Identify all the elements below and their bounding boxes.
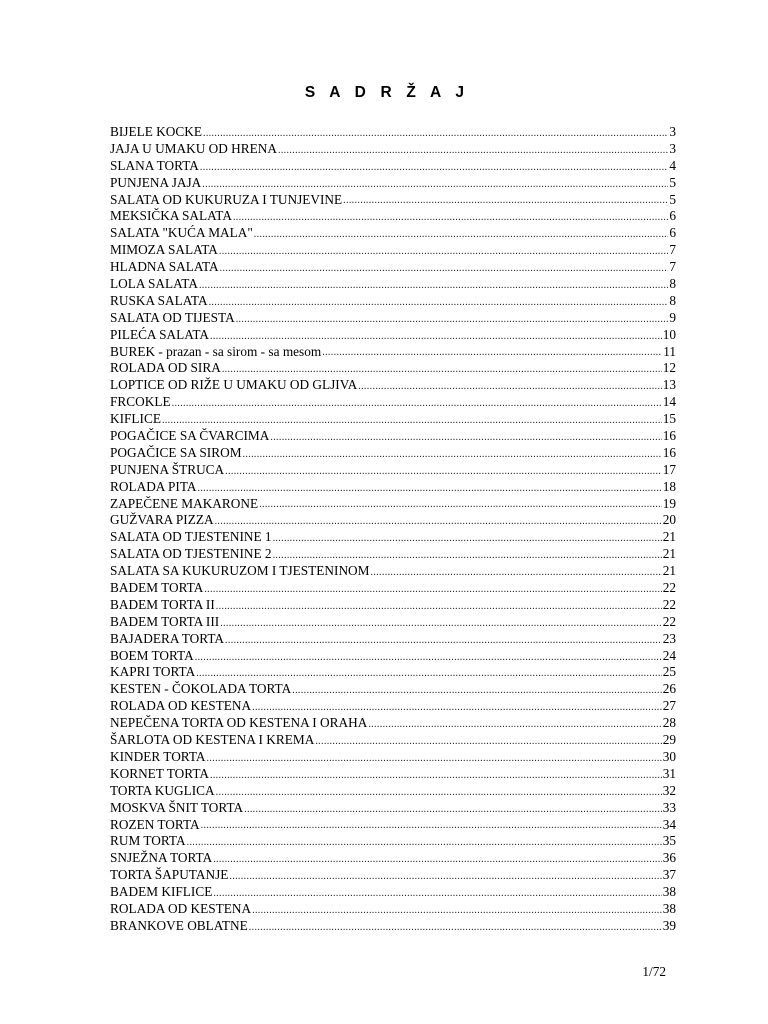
- toc-entry-page-number: 18: [662, 478, 676, 494]
- toc-entry-page-number: 16: [662, 444, 676, 460]
- toc-entry-title: SNJEŽNA TORTA: [110, 850, 213, 866]
- toc-entry[interactable]: [110, 225, 676, 242]
- toc-entry-title: BADEM KIFLICE: [110, 884, 213, 900]
- toc-entry[interactable]: [110, 783, 676, 800]
- toc-entry[interactable]: [110, 124, 676, 141]
- toc-entry[interactable]: [110, 546, 676, 563]
- toc-entry-page-number: 14: [662, 394, 676, 410]
- toc-entry-page-number: 38: [662, 884, 676, 900]
- toc-entry-title: PUNJENA ŠTRUCA: [110, 461, 225, 477]
- dot-leader: [358, 380, 661, 394]
- page-title: S A D R Ž A J: [304, 84, 470, 101]
- dot-leader: [199, 279, 668, 293]
- dot-leader: [213, 853, 662, 867]
- toc-entry[interactable]: [110, 732, 676, 749]
- toc-entry-page-number: 5: [669, 174, 676, 190]
- dot-leader: [162, 414, 662, 428]
- toc-entry[interactable]: [110, 276, 676, 293]
- toc-entry-page-number: 31: [662, 765, 676, 781]
- toc-entry[interactable]: [110, 715, 676, 732]
- toc-entry[interactable]: [110, 766, 676, 783]
- dot-leader: [225, 465, 662, 479]
- toc-entry-page-number: 22: [662, 580, 676, 596]
- toc-entry-title: JAJA U UMAKU OD HRENA: [110, 140, 277, 156]
- dot-leader: [213, 887, 661, 901]
- dot-leader: [273, 549, 662, 563]
- toc-entry-title: LOPTICE OD RIŽE U UMAKU OD GLJIVA: [110, 377, 358, 393]
- toc-entry-title: RUSKA SALATA: [110, 292, 208, 308]
- dot-leader: [249, 921, 662, 935]
- toc-entry[interactable]: [110, 901, 676, 918]
- toc-entry-page-number: 32: [662, 782, 676, 798]
- toc-entry-title: BADEM TORTA: [110, 580, 204, 596]
- toc-entry-title: MEKSIČKA SALATA: [110, 208, 232, 224]
- toc-entry-title: ROZEN TORTA: [110, 816, 200, 832]
- toc-entry[interactable]: [110, 749, 676, 766]
- dot-leader: [236, 313, 669, 327]
- toc-entry-title: SALATA OD TJESTENINE 2: [110, 546, 272, 562]
- toc-entry[interactable]: [110, 411, 676, 428]
- toc-entry-title: BOEM TORTA: [110, 647, 194, 663]
- toc-entry-page-number: 4: [669, 157, 676, 173]
- dot-leader: [343, 194, 668, 208]
- toc-entry-page-number: 11: [663, 343, 676, 359]
- toc-entry[interactable]: [110, 614, 676, 631]
- toc-entry-title: RUM TORTA: [110, 833, 186, 849]
- dot-leader: [233, 211, 668, 225]
- toc-entry-title: ROLADA PITA: [110, 478, 197, 494]
- toc-entry-title: SALATA OD TJESTENINE 1: [110, 529, 272, 545]
- toc-entry-page-number: 10: [662, 326, 676, 342]
- toc-entry[interactable]: [110, 597, 676, 614]
- toc-entry-page-number: 15: [662, 411, 676, 427]
- toc-entry-page-number: 6: [669, 208, 676, 224]
- toc-entry-title: SALATA OD TIJESTA: [110, 309, 235, 325]
- toc-entry-page-number: 13: [662, 377, 676, 393]
- toc-entry-title: SLANA TORTA: [110, 157, 199, 173]
- toc-entry[interactable]: [110, 631, 676, 648]
- toc-entry-page-number: 21: [662, 529, 676, 545]
- toc-entry[interactable]: [110, 242, 676, 259]
- toc-entry[interactable]: [110, 918, 676, 935]
- toc-entry-page-number: 21: [662, 546, 676, 562]
- dot-leader: [210, 769, 662, 783]
- toc-entry-page-number: 35: [662, 833, 676, 849]
- toc-entry-title: FRCOKLE: [110, 394, 171, 410]
- toc-entry-page-number: 16: [662, 428, 676, 444]
- toc-entry-title: GUŽVARA PIZZA: [110, 512, 214, 528]
- toc-entry-title: NEPEČENA TORTA OD KESTENA I ORAHA: [110, 715, 368, 731]
- dot-leader: [172, 397, 662, 411]
- toc-entry[interactable]: [110, 360, 676, 377]
- toc-entry-page-number: 27: [662, 698, 676, 714]
- toc-entry-title: BAJADERA TORTA: [110, 630, 225, 646]
- toc-entry[interactable]: [110, 563, 676, 580]
- toc-entry-page-number: 29: [662, 732, 676, 748]
- toc-entry-page-number: 5: [669, 191, 676, 207]
- toc-entry[interactable]: [110, 833, 676, 850]
- toc-entry[interactable]: [110, 884, 676, 901]
- toc-entry-title: BRANKOVE OBLATNE: [110, 917, 248, 933]
- dot-leader: [200, 161, 668, 175]
- dot-leader: [204, 583, 661, 597]
- toc-entry-title: SALATA SA KUKURUZOM I TJESTENINOM: [110, 563, 370, 579]
- toc-entry[interactable]: [110, 175, 676, 192]
- toc-entry-page-number: 9: [669, 309, 676, 325]
- toc-entry-title: PUNJENA JAJA: [110, 174, 202, 190]
- toc-entry[interactable]: [110, 141, 676, 158]
- dot-leader: [368, 718, 661, 732]
- dot-leader: [252, 701, 662, 715]
- toc-entry[interactable]: [110, 344, 676, 361]
- toc-entry[interactable]: [110, 665, 676, 682]
- dot-leader: [202, 178, 668, 192]
- toc-entry-title: ROLADA OD KESTENA: [110, 900, 252, 916]
- toc-entry-title: MIMOZA SALATA: [110, 242, 218, 258]
- toc-entry[interactable]: [110, 293, 676, 310]
- toc-entry[interactable]: [110, 445, 676, 462]
- dot-leader: [252, 904, 662, 918]
- toc-entry[interactable]: [110, 698, 676, 715]
- dot-leader: [187, 836, 662, 850]
- dot-leader: [215, 515, 662, 529]
- page-number: 1/72: [642, 964, 666, 979]
- toc-entry-page-number: 8: [669, 292, 676, 308]
- toc-entry-page-number: 34: [662, 816, 676, 832]
- toc-entry-page-number: 36: [662, 850, 676, 866]
- toc-entry-page-number: 12: [662, 360, 676, 376]
- toc-entry-page-number: 25: [662, 664, 676, 680]
- toc-entry[interactable]: [110, 529, 676, 546]
- toc-entry[interactable]: [110, 648, 676, 665]
- dot-leader: [196, 667, 662, 681]
- dot-leader: [259, 498, 662, 512]
- dot-leader: [244, 803, 662, 817]
- toc-entry-title: ZAPEČENE MAKARONE: [110, 495, 259, 511]
- toc-entry-title: MOSKVA ŠNIT TORTA: [110, 799, 244, 815]
- dot-leader: [273, 532, 662, 546]
- toc-entry-title: HLADNA SALATA: [110, 259, 219, 275]
- toc-entry-title: ROLADA OD KESTENA: [110, 698, 252, 714]
- dot-leader: [243, 448, 662, 462]
- toc-entry-title: KIFLICE: [110, 411, 161, 427]
- toc-entry[interactable]: [110, 817, 676, 834]
- dot-leader: [216, 786, 662, 800]
- toc-entry[interactable]: [110, 580, 676, 597]
- dot-leader: [201, 819, 662, 833]
- toc-entry-title: KORNET TORTA: [110, 765, 209, 781]
- toc-entry[interactable]: [110, 310, 676, 327]
- toc-entry[interactable]: [110, 867, 676, 884]
- toc-entry[interactable]: [110, 496, 676, 513]
- toc-entry-page-number: 22: [662, 596, 676, 612]
- dot-leader: [210, 330, 662, 344]
- dot-leader: [203, 127, 668, 141]
- dot-leader: [270, 431, 661, 445]
- toc-entry-page-number: 3: [669, 124, 676, 139]
- toc-entry-page-number: 21: [662, 563, 676, 579]
- toc-entry-page-number: 24: [662, 647, 676, 663]
- toc-entry-title: BADEM TORTA III: [110, 613, 220, 629]
- toc-entry-title: BUREK - prazan - sa sirom - sa mesom: [110, 343, 322, 359]
- toc-entry[interactable]: [110, 428, 676, 445]
- toc-entry[interactable]: [110, 192, 676, 209]
- toc-entry[interactable]: [110, 479, 676, 496]
- toc-entry-title: PILEĆA SALATA: [110, 326, 210, 342]
- dot-leader: [207, 752, 662, 766]
- toc-entry-page-number: 3: [669, 140, 676, 156]
- toc-entry-page-number: 33: [662, 799, 676, 815]
- toc-entry-title: TORTA ŠAPUTANJE: [110, 867, 229, 883]
- dot-leader: [278, 144, 668, 158]
- toc-entry-title: KESTEN - ČOKOLADA TORTA: [110, 681, 292, 697]
- toc-entry-title: LOLA SALATA: [110, 276, 198, 291]
- toc-entry-page-number: 38: [662, 900, 676, 916]
- dot-leader: [220, 262, 669, 276]
- toc-entry[interactable]: [110, 327, 676, 344]
- toc-entry-title: BADEM TORTA II: [110, 596, 215, 612]
- toc-entry-title: POGAČICE SA ČVARCIMA: [110, 428, 270, 444]
- dot-leader: [216, 600, 662, 614]
- toc-entry-page-number: 37: [662, 867, 676, 883]
- toc-entry[interactable]: [110, 462, 676, 479]
- table-of-contents: [110, 124, 676, 935]
- toc-entry[interactable]: [110, 377, 676, 394]
- dot-leader: [220, 617, 662, 631]
- toc-entry-page-number: 8: [669, 276, 676, 291]
- toc-entry-page-number: 23: [662, 630, 676, 646]
- dot-leader: [292, 684, 661, 698]
- toc-entry-page-number: 19: [662, 495, 676, 511]
- dot-leader: [254, 228, 669, 242]
- dot-leader: [225, 634, 662, 648]
- toc-entry[interactable]: [110, 681, 676, 698]
- toc-entry-title: TORTA KUGLICA: [110, 782, 215, 798]
- toc-entry-title: ŠARLOTA OD KESTENA I KREMA: [110, 732, 315, 748]
- dot-leader: [322, 346, 662, 360]
- toc-entry[interactable]: [110, 850, 676, 867]
- dot-leader: [315, 735, 661, 749]
- toc-entry-title: SALATA OD KUKURUZA I TUNJEVINE: [110, 191, 343, 207]
- toc-entry-page-number: 39: [662, 917, 676, 933]
- dot-leader: [219, 245, 668, 259]
- toc-entry-page-number: 26: [662, 681, 676, 697]
- toc-entry[interactable]: [110, 512, 676, 529]
- toc-entry[interactable]: [110, 394, 676, 411]
- toc-entry-page-number: 7: [669, 259, 676, 275]
- dot-leader: [222, 363, 662, 377]
- toc-entry-title: ROLADA OD SIRA: [110, 360, 221, 376]
- toc-entry-page-number: 30: [662, 748, 676, 764]
- toc-entry-title: BIJELE KOCKE: [110, 124, 202, 139]
- dot-leader: [229, 870, 661, 884]
- toc-entry-page-number: 28: [662, 715, 676, 731]
- toc-entry-page-number: 22: [662, 613, 676, 629]
- toc-entry-title: KAPRI TORTA: [110, 664, 196, 680]
- toc-entry-page-number: 20: [662, 512, 676, 528]
- dot-leader: [370, 566, 661, 580]
- toc-entry-page-number: 17: [662, 461, 676, 477]
- dot-leader: [197, 482, 661, 496]
- dot-leader: [195, 651, 662, 665]
- toc-entry-page-number: 7: [669, 242, 676, 258]
- toc-entry[interactable]: [110, 158, 676, 175]
- toc-entry-title: SALATA "KUĆA MALA": [110, 225, 253, 241]
- toc-entry[interactable]: [110, 800, 676, 817]
- dot-leader: [209, 296, 669, 310]
- toc-entry[interactable]: [110, 208, 676, 225]
- toc-entry-title: KINDER TORTA: [110, 748, 206, 764]
- toc-entry[interactable]: [110, 259, 676, 276]
- toc-entry-title: POGAČICE SA SIROM: [110, 444, 242, 460]
- toc-entry-page-number: 6: [669, 225, 676, 241]
